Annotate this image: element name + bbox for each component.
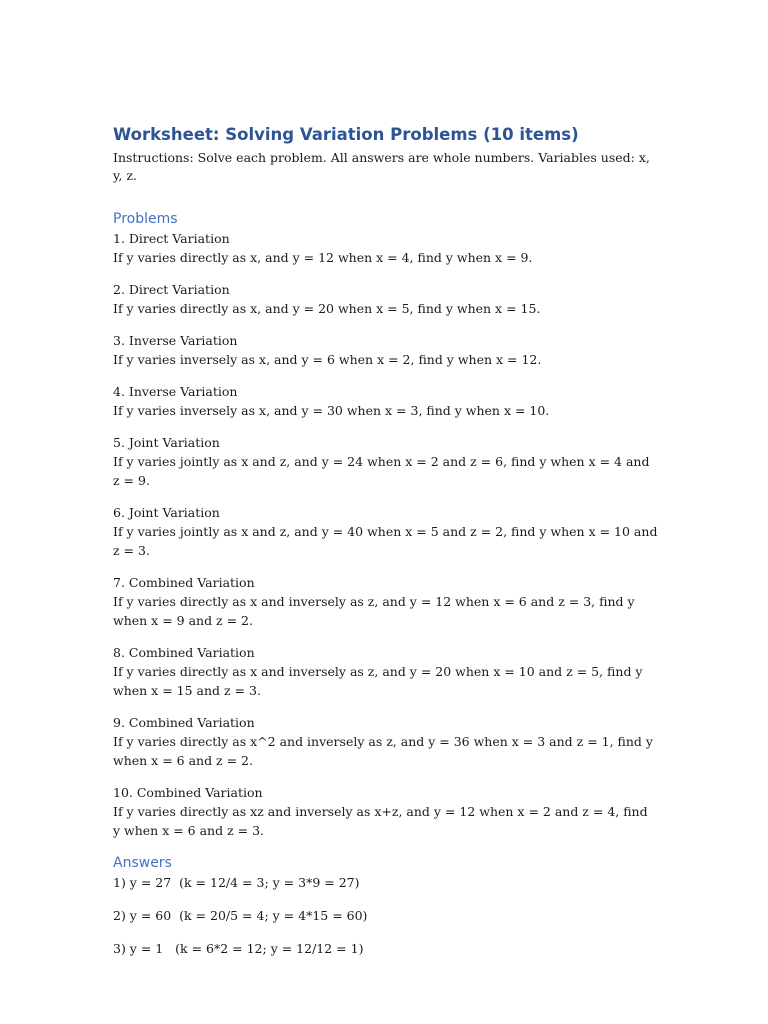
problem-item [113, 713, 658, 770]
problem-title: 9. Combined Variation [113, 715, 255, 730]
problem-text: If y varies directly as x and inversely as z, and y = 20 when x = 10 and z = 5, find y when x = 15 and z = 3. [113, 664, 643, 698]
worksheet-page [113, 124, 658, 972]
problems-heading: Problems [113, 211, 178, 227]
problem-item [113, 331, 658, 369]
problem-item [113, 280, 658, 318]
instructions: Instructions: Solve each problem. All answers are whole numbers. Variables used: x, y, z. [113, 150, 650, 183]
problem-item [113, 382, 658, 420]
problem-text: If y varies jointly as x and z, and y = 24 when x = 2 and z = 6, find y when x = 4 and z = 9. [113, 454, 650, 488]
answers-heading: Answers [113, 855, 172, 871]
problem-list [113, 229, 658, 840]
answer-item: 1) y = 27 (k = 12/4 = 3; y = 3*9 = 27) [113, 875, 360, 890]
answer-item: 3) y = 1 (k = 6*2 = 12; y = 12/12 = 1) [113, 941, 364, 956]
problem-text: If y varies directly as x and inversely as z, and y = 12 when x = 6 and z = 3, find y when x = 9 and z = 2. [113, 594, 635, 628]
problem-title: 4. Inverse Variation [113, 384, 238, 399]
problem-title: 1. Direct Variation [113, 231, 230, 246]
problem-title: 10. Combined Variation [113, 785, 263, 800]
problem-text: If y varies directly as x, and y = 20 when x = 5, find y when x = 15. [113, 301, 541, 316]
problem-text: If y varies inversely as x, and y = 6 when x = 2, find y when x = 12. [113, 352, 542, 367]
problem-text: If y varies inversely as x, and y = 30 when x = 3, find y when x = 10. [113, 403, 550, 418]
problem-title: 5. Joint Variation [113, 435, 220, 450]
answer-item: 2) y = 60 (k = 20/5 = 4; y = 4*15 = 60) [113, 908, 368, 923]
problem-text: If y varies jointly as x and z, and y = 40 when x = 5 and z = 2, find y when x = 10 and z = 3. [113, 524, 658, 558]
problem-text: If y varies directly as x, and y = 12 when x = 4, find y when x = 9. [113, 250, 533, 265]
problem-item [113, 643, 658, 700]
problem-item [113, 229, 658, 267]
problem-item [113, 573, 658, 630]
problem-title: 6. Joint Variation [113, 505, 220, 520]
problem-text: If y varies directly as x^2 and inversely as z, and y = 36 when x = 3 and z = 1, find y when x = 6 and z = 2. [113, 734, 653, 768]
problem-item [113, 503, 658, 560]
answer-list [113, 873, 658, 958]
problem-item [113, 783, 658, 840]
problem-title: 2. Direct Variation [113, 282, 230, 297]
problem-title: 7. Combined Variation [113, 575, 255, 590]
page-title: Worksheet: Solving Variation Problems (10 items) [113, 125, 579, 144]
problem-title: 8. Combined Variation [113, 645, 255, 660]
problem-text: If y varies directly as xz and inversely as x+z, and y = 12 when x = 2 and z = 4, find y when x = 6 and z = 3. [113, 804, 648, 838]
problem-item [113, 433, 658, 490]
problem-title: 3. Inverse Variation [113, 333, 238, 348]
